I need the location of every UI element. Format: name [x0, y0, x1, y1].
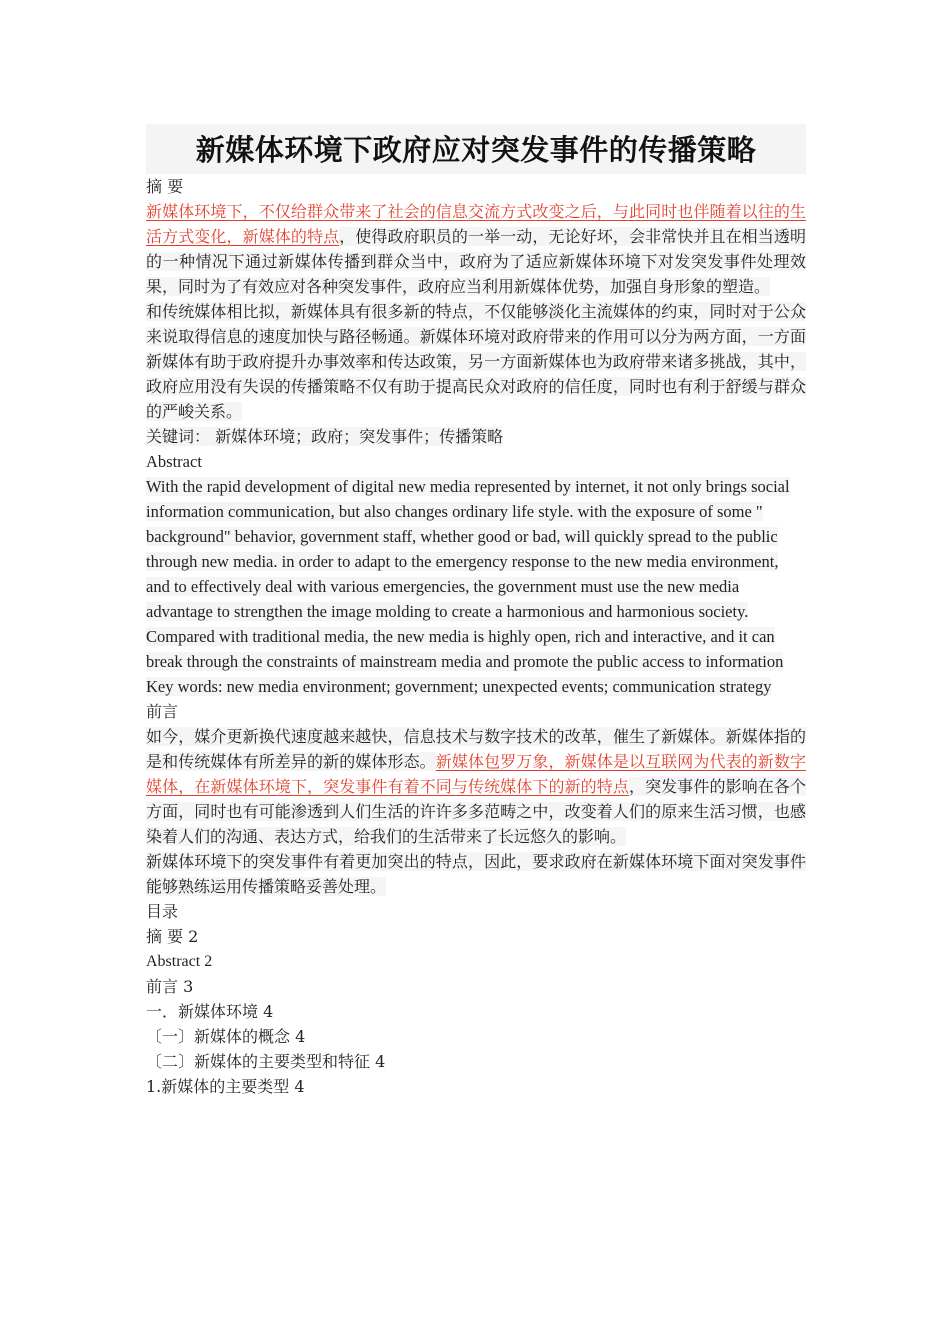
highlighted-text: 新媒体包罗万象，新媒体是以互联网为代表的新数字媒体，在新媒体环境下，突发事件有着不同与传统媒体下的新的特点 [146, 752, 806, 796]
keywords-en [146, 674, 806, 699]
toc-item[interactable]: 摘 要 2 [146, 927, 199, 946]
toc-item[interactable]: Abstract 2 [146, 953, 213, 970]
abstract-cn-paragraph-2 [146, 299, 806, 424]
abstract-en-paragraph-2 [146, 624, 806, 674]
keywords-text: Key words: new media environment; government; unexpected events; communication strategy [146, 677, 772, 696]
keywords-cn [146, 424, 806, 449]
abstract-cn-paragraph-1 [146, 199, 806, 299]
abstract-en-paragraph-1 [146, 474, 806, 624]
toc-item[interactable]: 前言 3 [146, 977, 194, 996]
paragraph-text: With the rapid development of digital new media represented by internet, it not only brings social information communication, but also changes ordinary life style. with the exposure of some " background" behavior, government staff, whether good or bad, will quickly spread to the public through new media. in order to adapt to the emergency response to the new media environment, and to effectively deal with various emergencies, the government must use the new media advantage to strengthen the image molding to create a harmonious and harmonious society. [146, 477, 790, 621]
abstract-cn-heading: 摘 要 [146, 177, 184, 196]
paragraph-text: 和传统媒体相比拟，新媒体具有很多新的特点，不仅能够淡化主流媒体的约束，同时对于公众来说取得信息的速度加快与路径畅通。新媒体环境对政府带来的作用可以分为两方面，一方面新媒体有助于政府提升办事效率和传达政策，另一方面新媒体也为政府带来诸多挑战，其中，政府应用没有失误的传播策略不仅有助于提高民众对政府的信任度，同时也有利于舒缓与群众的严峻关系。 [146, 302, 806, 421]
toc-heading: 目录 [146, 902, 179, 921]
paragraph-text: 如今，媒介更新换代速度越来越快，信息技术与数字技术的改革，催生了新媒体。新媒体指的是和传统媒体有所差异的新的媒体形态。 [146, 727, 806, 771]
toc-item[interactable]: 〔二〕新媒体的主要类型和特征 4 [146, 1052, 386, 1071]
keywords-text: 关键词： 新媒体环境；政府；突发事件；传播策略 [146, 427, 504, 446]
paragraph-text: 新媒体环境下的突发事件有着更加突出的特点，因此，要求政府在新媒体环境下面对突发事件能够熟练运用传播策略妥善处理。 [146, 852, 806, 896]
preface-heading: 前言 [146, 702, 179, 721]
highlighted-text: 新媒体环境下，不仅给群众带来了社会的信息交流方式改变之后，与此同时也伴随着以往的生活方式变化，新媒体的特点 [146, 202, 806, 246]
document-page [146, 124, 806, 1099]
toc-item[interactable]: 一．新媒体环境 4 [146, 1002, 274, 1021]
paragraph-text: Compared with traditional media, the new media is highly open, rich and interactive, and it can break through the constraints of mainstream media and promote the public access to information [146, 627, 784, 671]
toc-item[interactable]: 1.新媒体的主要类型 4 [146, 1077, 305, 1096]
toc-item[interactable]: 〔一〕新媒体的概念 4 [146, 1027, 306, 1046]
preface-paragraph-2 [146, 849, 806, 899]
document-title: 新媒体环境下政府应对突发事件的传播策略 [146, 124, 806, 174]
preface-paragraph-1 [146, 724, 806, 849]
abstract-en-heading: Abstract [146, 452, 202, 471]
paragraph-text: ，突发事件的影响在各个方面，同时也有可能渗透到人们生活的许许多多范畴之中，改变着人们的原来生活习惯，也感染着人们的沟通、表达方式，给我们的生活带来了长远悠久的影响。 [146, 777, 806, 846]
paragraph-text: ，使得政府职员的一举一动，无论好坏，会非常快并且在相当透明的一种情况下通过新媒体传播到群众当中，政府为了适应新媒体环境下对发突发事件处理效果，同时为了有效应对各种突发事件，政府应当利用新媒体优势，加强自身形象的塑造。 [146, 227, 806, 296]
